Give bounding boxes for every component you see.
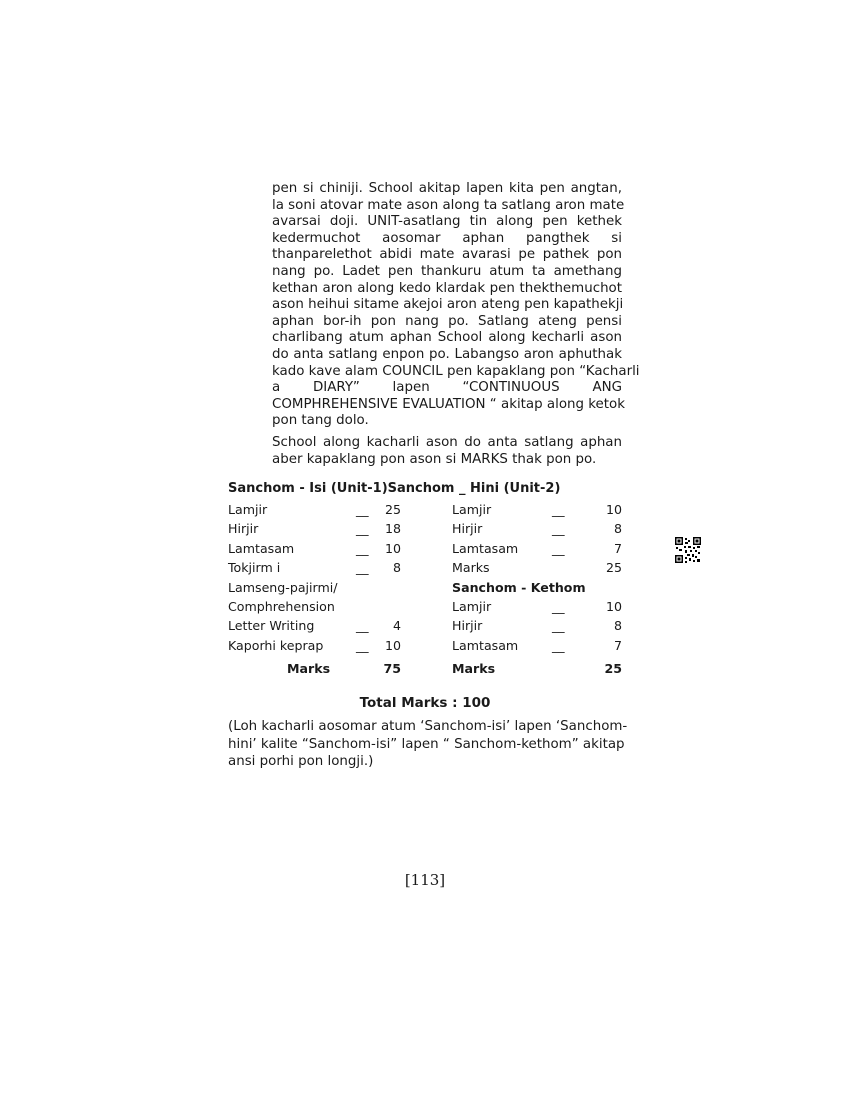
marks-row-label: Sanchom - Kethom [452,580,586,595]
total-marks: Total Marks : 100 [359,695,491,711]
marks-row-value: 10 [605,599,622,614]
marks-row-label: Lamtasam [452,541,519,556]
text-line: (Loh kacharli aosomar atum ‘Sanchom-isi’ lapen ‘Sanchom- [228,719,628,734]
marks-row-value: 7 [613,541,622,556]
marks-row-label: Lamtasam [228,541,295,556]
marks-total-label: Marks [452,661,496,676]
marks-row-label: Kaporhi keprap [228,638,324,653]
marks-row-dash: __ [552,599,565,614]
marks-row-dash: __ [552,638,565,653]
marks-section-heading: Sanchom - Isi (Unit-1)Sanchom _ Hini (Unit-2) [228,481,561,496]
text-line: do anta satlang enpon po. Labangso aron aphuthak [272,346,622,362]
text-line: thanparelethot abidi mate avarasi pe pathek pon [272,247,622,263]
text-line: pon tang dolo. [272,413,369,429]
marks-row-value: 8 [392,560,401,575]
marks-row-value: 18 [384,521,401,536]
text-line: pen si chiniji. School akitap lapen kita pen angtan, [272,181,622,196]
marks-row-dash: __ [356,541,369,556]
marks-total-label: Marks [287,661,331,676]
text-line: School along kacharli ason do anta satlang aphan [272,435,622,450]
marks-row-label: Letter Writing [228,618,315,633]
text-line: ason heihui sitame akejoi aron ateng pen kapathekji [272,297,624,313]
marks-row-label: Comphrehension [228,599,335,614]
text-line: avarsai doji. UNIT-asatlang tin along pen kethek [272,214,622,230]
marks-row-dash: __ [552,502,565,517]
marks-row-dash: __ [356,618,369,633]
marks-row-label: Hirjir [452,521,483,536]
marks-row-dash: __ [356,560,369,575]
marks-row-value: 10 [384,541,401,556]
note-paragraph [228,718,628,771]
text-line: COMPHREHENSIVE EVALUATION “ akitap along ketok [272,396,625,412]
marks-row-dash: __ [552,521,565,536]
marks-total-value: 25 [604,661,622,676]
text-line: kedermuchot aosomar aphan pangthek si [272,230,622,246]
marks-row-dash: __ [356,638,369,653]
marks-row-dash: __ [356,502,369,517]
page-number: [113] [404,871,446,889]
text-line: kethan aron along kedo klardak pen thekthemuchot [272,280,622,296]
marks-row-value: 10 [384,638,401,653]
marks-row-dash: __ [552,541,565,556]
text-line: a DIARY” lapen “CONTINUOUS ANG [272,380,622,396]
marks-row-label: Lamjir [452,502,492,517]
marks-row-label: Lamjir [228,502,268,517]
marks-row-value: 7 [613,638,622,653]
marks-row-value: 25 [605,560,622,575]
marks-row-value: 10 [605,502,622,517]
marks-row-value: 4 [392,618,401,633]
marks-row-label: Hirjir [228,521,259,536]
body-paragraph-2 [272,435,622,468]
marks-row-label: Lamseng-pajirmi/ [228,580,338,595]
text-line: nang po. Ladet pen thankuru atum ta amethang [272,263,622,279]
marks-row-value: 25 [384,502,401,517]
text-line: la soni atovar mate ason along ta satlang aron mate [272,197,625,213]
marks-row-value: 8 [613,521,622,536]
qr-code-icon [675,537,701,563]
marks-row-label: Tokjirm i [228,560,281,575]
marks-row-label: Marks [452,560,490,575]
marks-row-label: Lamtasam [452,638,519,653]
marks-row-dash: __ [356,521,369,536]
marks-row-label: Hirjir [452,618,483,633]
text-line: hini’ kalite “Sanchom-isi” lapen “ Sanchom-kethom” akitap [228,736,625,752]
text-line: charlibang atum aphan School along kecharli ason [272,330,622,346]
text-line: aber kapaklang pon ason si MARKS thak pon po. [272,451,597,467]
marks-total-value: 75 [383,661,401,676]
marks-row-value: 8 [613,618,622,633]
text-line: aphan bor-ih pon nang po. Satlang ateng pensi [272,313,622,329]
text-line: kado kave alam COUNCIL pen kapaklang pon “Kacharli [272,363,640,379]
text-line: ansi porhi pon longji.) [228,754,374,769]
marks-row-dash: __ [552,618,565,633]
body-paragraph-1 [272,181,640,430]
marks-row-label: Lamjir [452,599,492,614]
